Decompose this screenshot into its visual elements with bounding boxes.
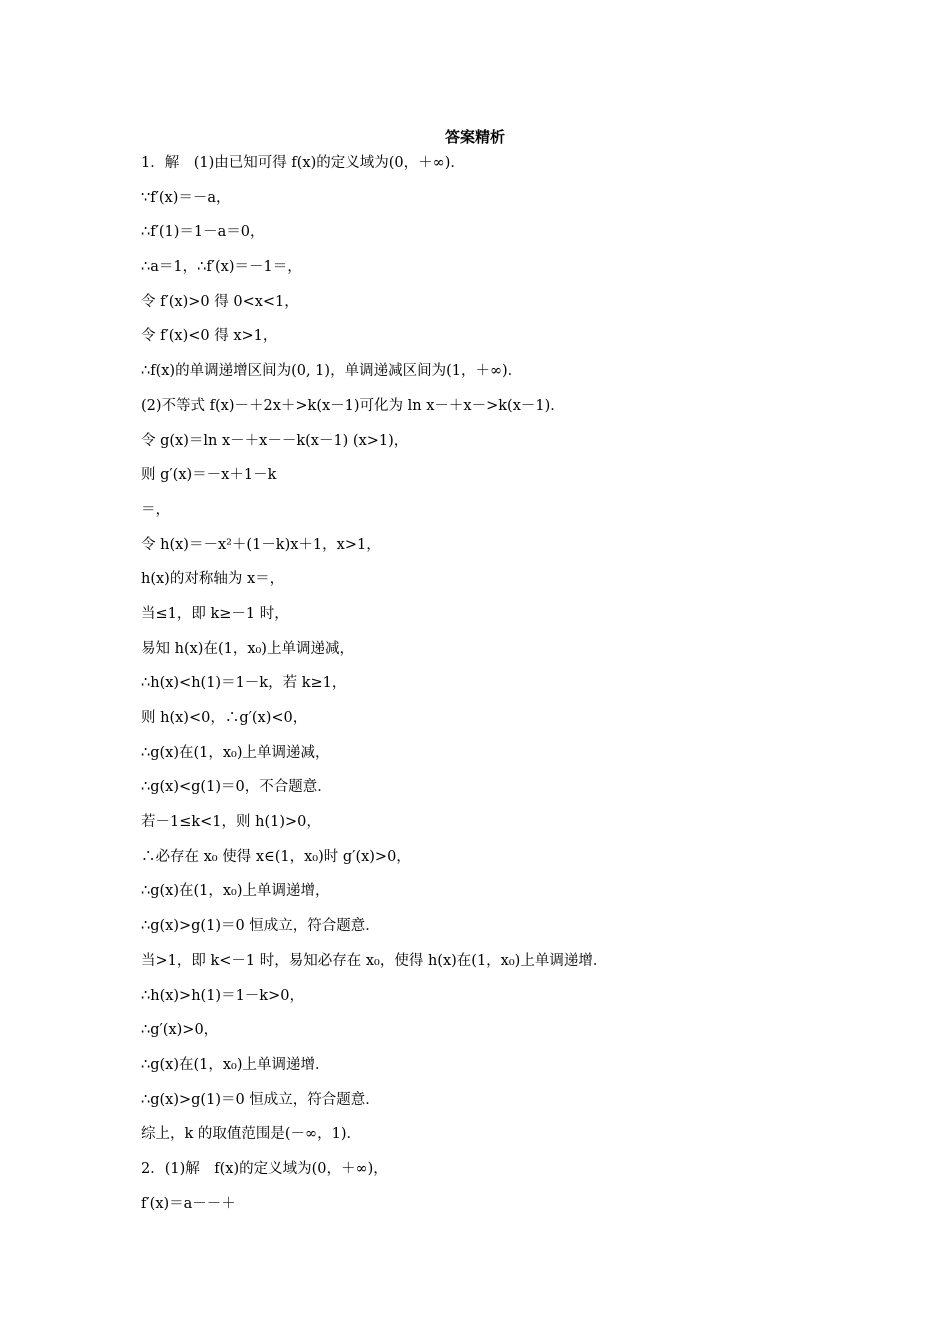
text-line: ∴g(x)在(1，x₀)上单调递减， — [141, 744, 330, 761]
text-line: ∴f′(1)＝1－a＝0， — [141, 224, 265, 241]
text-line: ∴g(x)<g(1)＝0，不合题意． — [141, 779, 332, 796]
text-line: ∴必存在 x₀ 使得 x∈(1，x₀)时 g′(x)>0， — [141, 848, 411, 865]
text-line: 则 h(x)<0，∴g′(x)<0， — [141, 710, 308, 726]
document-title: 答案精析 — [444, 128, 505, 146]
text-line: ∴f(x)的单调递增区间为(0, 1)，单调递减区间为(1，＋∞)． — [141, 363, 523, 380]
text-line: 综上，k 的取值范围是(－∞，1)． — [141, 1126, 362, 1143]
text-line: ∴a＝1，∴f′(x)＝－1＝， — [141, 259, 302, 276]
solution-body — [141, 152, 821, 1227]
text-line: 当≤1，即 k≥－1 时， — [141, 605, 289, 622]
text-line: ＝， — [141, 501, 170, 518]
text-line: 令 g(x)＝ln x－＋x－－k(x－1) (x>1)， — [141, 432, 409, 449]
text-line: ∴g(x)>g(1)＝0 恒成立，符合题意． — [141, 918, 380, 935]
text-line: 令 f′(x)>0 得 0<x<1， — [141, 293, 299, 310]
text-line: 当>1，即 k<－1 时，易知必存在 x₀，使得 h(x)在(1，x₀)上单调递增． — [141, 952, 608, 969]
text-line: ∴g(x)>g(1)＝0 恒成立，符合题意． — [141, 1091, 380, 1108]
text-line: f′(x)＝a－－＋ — [141, 1195, 236, 1212]
text-line: 令 h(x)＝－x²＋(1－k)x＋1，x>1， — [141, 536, 381, 553]
text-line: 易知 h(x)在(1，x₀)上单调递减， — [141, 640, 354, 657]
text-line: ∴g(x)在(1，x₀)上单调递增． — [141, 1056, 330, 1073]
text-line: ∴h(x)<h(1)＝1－k，若 k≥1， — [141, 675, 347, 692]
text-line: 令 f′(x)<0 得 x>1， — [141, 328, 278, 345]
text-line: 2．(1)解 f(x)的定义域为(0，＋∞)， — [141, 1160, 388, 1177]
text-line: 若－1≤k<1，则 h(1)>0， — [141, 814, 321, 831]
text-line: ∴g(x)在(1，x₀)上单调递增， — [141, 883, 330, 900]
text-line: 则 g′(x)＝－x＋1－k — [141, 467, 277, 484]
text-line: ∵f′(x)＝－a， — [141, 189, 231, 206]
text-line: ∴h(x)>h(1)＝1－k>0， — [141, 987, 304, 1004]
text-line: (2)不等式 f(x)－＋2x＋>k(x－1)可化为 ln x－＋x－>k(x－1)． — [141, 397, 565, 414]
text-line: ∴g′(x)>0， — [141, 1022, 219, 1039]
text-line: h(x)的对称轴为 x＝， — [141, 571, 285, 588]
text-line: 1．解 (1)由已知可得 f(x)的定义域为(0，＋∞)． — [141, 155, 465, 171]
